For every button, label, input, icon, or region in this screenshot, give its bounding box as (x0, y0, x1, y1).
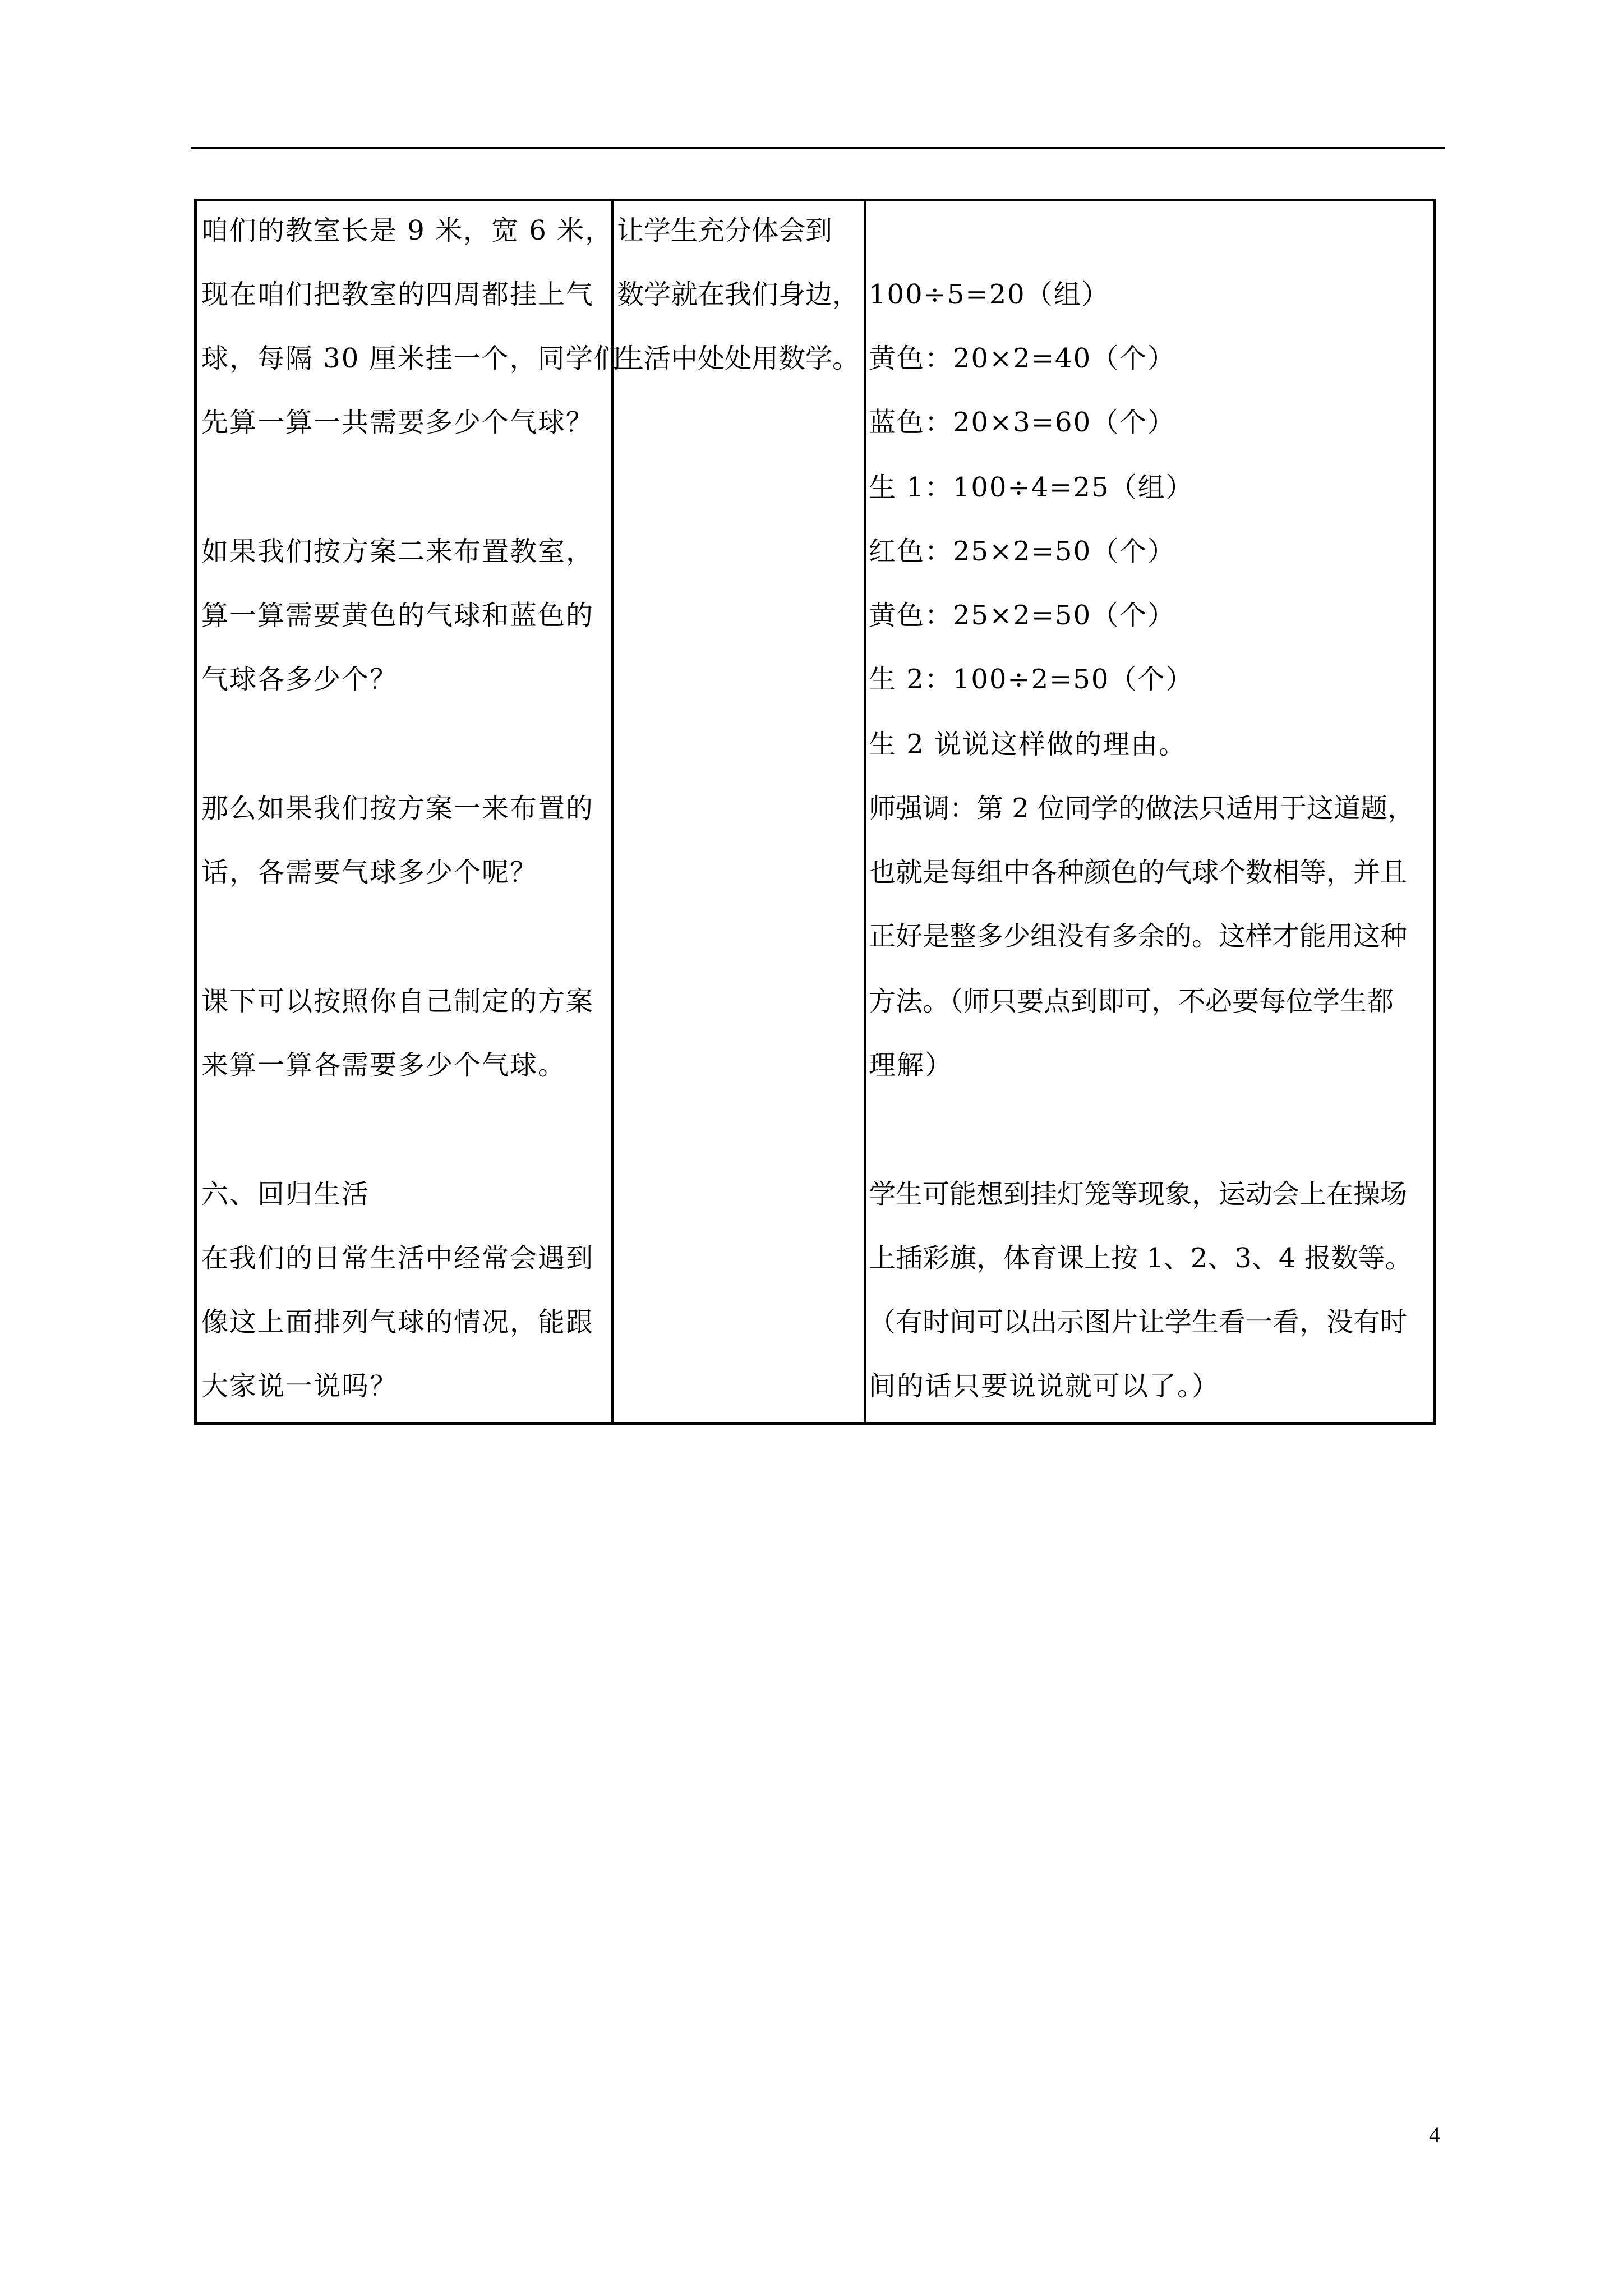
text-line: 那么如果我们按方案一来布置的 (201, 793, 594, 824)
text-line: 正好是整多少组没有多余的。这样才能用这种 (869, 921, 1408, 952)
text-line: 生活中处处用数学。 (617, 343, 860, 374)
text-line: 如果我们按方案二来布置教室， (201, 536, 594, 567)
teacher-activity-cell (197, 201, 622, 1422)
text-line: 也就是每组中各种颜色的气球个数相等，并且 (869, 857, 1408, 888)
text-line: 理解） (869, 1050, 953, 1081)
page-number: 4 (1429, 2122, 1440, 2147)
text-line: 气球各多少个？ (201, 664, 398, 695)
text-line: 在我们的日常生活中经常会遇到 (201, 1243, 594, 1274)
text-line: （有时间可以出示图片让学生看一看，没有时 (869, 1306, 1408, 1338)
text-line: 数学就在我们身边， (617, 279, 860, 310)
text-line: 生 2：100÷2=50（个） (869, 664, 1194, 695)
text-line: 方法。（师只要点到即可，不必要每位学生都 (869, 986, 1394, 1017)
text-line: 100÷5=20（组） (869, 279, 1110, 310)
text-line: 大家说一说吗？ (201, 1370, 398, 1402)
text-line: 师强调：第 2 位同学的做法只适用于这道题， (869, 793, 1415, 824)
design-intent-cell (614, 201, 864, 1422)
text-line: 像这上面排列气球的情况，能跟 (201, 1306, 594, 1338)
text-line: 间的话只要说说就可以了。） (869, 1370, 1220, 1402)
text-line: 课下可以按照你自己制定的方案 (201, 986, 594, 1017)
header-rule (191, 147, 1445, 149)
text-line: 红色：25×2=50（个） (869, 536, 1176, 567)
text-line: 咱们的教室长是 9 米，宽 6 米， (201, 215, 614, 246)
text-line: 生 2 说说这样做的理由。 (869, 729, 1187, 760)
text-line: 黄色：25×2=50（个） (869, 600, 1176, 631)
section-heading: 六、回归生活 (201, 1179, 370, 1210)
text-line: 上插彩旗，体育课上按 1、2、3、4 报数等。 (869, 1243, 1412, 1274)
student-activity-cell (866, 201, 1433, 1422)
text-line: 黄色：20×2=40（个） (869, 343, 1176, 374)
text-line: 蓝色：20×3=60（个） (869, 407, 1176, 438)
text-line: 来算一算各需要多少个气球。 (201, 1050, 566, 1081)
text-line: 学生可能想到挂灯笼等现象，运动会上在操场 (869, 1179, 1408, 1210)
text-line: 生 1：100÷4=25（组） (869, 472, 1194, 503)
lesson-table (194, 199, 1436, 1425)
text-line: 先算一算一共需要多少个气球？ (201, 407, 594, 438)
text-line: 让学生充分体会到 (617, 215, 833, 246)
text-line: 现在咱们把教室的四周都挂上气 (201, 279, 594, 310)
text-line: 球，每隔 30 厘米挂一个，同学们 (201, 343, 622, 374)
text-line: 算一算需要黄色的气球和蓝色的 (201, 600, 594, 631)
text-line: 话，各需要气球多少个呢？ (201, 857, 538, 888)
